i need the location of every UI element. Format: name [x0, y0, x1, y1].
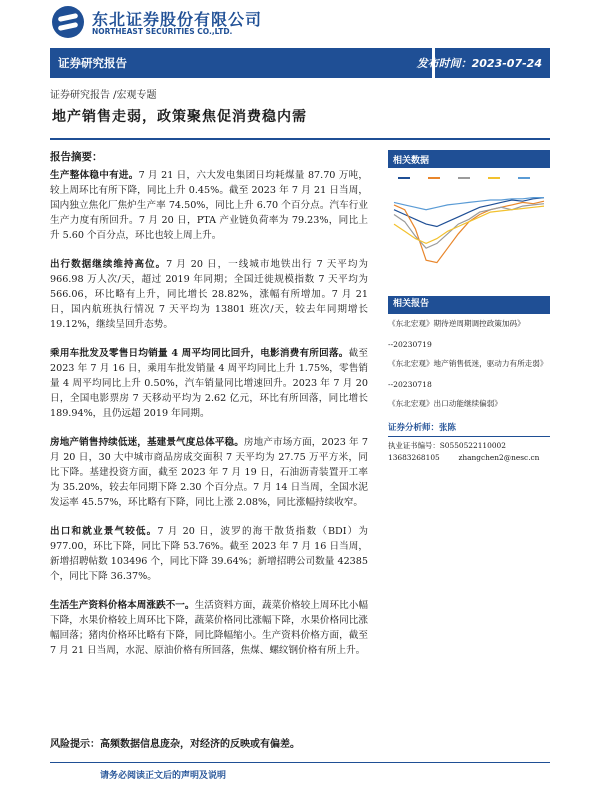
report-item[interactable]: 《东北宏观》地产销售低迷，驱动力有所走弱》: [388, 359, 548, 368]
summary-paragraph: [50, 257, 368, 332]
series-line: [394, 198, 544, 210]
summary-section: [50, 150, 368, 672]
analyst-license: 执业证书编号：S0550522110002: [388, 441, 506, 450]
summary-paragraph: [50, 524, 368, 584]
paragraph-text: 生活资料方面，蔬菜价格较上周环比小幅下降，水果价格较上周环比下降，蔬菜价格同比涨幅下降，水果价格同比涨幅回落；猪肉价格环比略有下降，同比降幅缩小。生产资料价格方面，截至 7 月 21 日当周，水泥、原油价格有所回落，焦煤、螺纹钢价格有所上升。: [50, 600, 369, 656]
chart-svg: [388, 170, 550, 282]
paragraph-text: 7 月 21 日，六大发电集团日均耗煤量 87.70 万吨，较上周环比有所下降，同比上升 0.45%。截至 2023 年 7 月 21 日当周，国内独立焦化厂焦炉生产率 74.50%，同比上升 6.70 个百分点。汽车行业生产力度有所回升。7 月 20 日，PTA 产业链负荷率为 79.23%，同比上升 5.60 个百分点，环比也较上周上升。: [50, 170, 368, 241]
page-title: 地产销售走弱，政策聚焦促消费稳内需: [52, 109, 307, 125]
analyst-phone: 13683268105: [388, 453, 440, 462]
summary-heading: 报告摘要：: [50, 151, 103, 163]
analyst-contact: [388, 452, 550, 464]
related-data-heading: 相关数据: [388, 150, 550, 168]
report-item[interactable]: 《东北宏观》期待逆周期调控政策加码》: [388, 319, 525, 328]
risk-note: 风险提示：高频数据信息庞杂，对经济的反映或有偏差。: [50, 739, 300, 750]
series-line: [394, 201, 544, 262]
summary-paragraph: [50, 435, 368, 510]
summary-paragraph: [50, 598, 368, 658]
company-logo: [52, 6, 282, 40]
footer-disclaimer: 请务必阅读正文后的声明及说明: [100, 771, 227, 781]
analyst-info: [388, 422, 550, 464]
paragraph-text: 截至 2023 年 7 月 16 日，乘用车批发销量 4 周平均同比上升 1.75%，零售销量 4 周平均同比上升 0.50%，汽车销量同比增速回升。2023 年 7 月 20 日，全国电影票房 7 天移动平均为 2.62 亿元，环比有所回落，同比增长 189.94%，且仍远超 2019 年同期。: [50, 348, 369, 419]
analyst-name: 证券分析师：张陈: [388, 422, 550, 437]
paragraph-text: 7 月 20 日，波罗的海干散货指数（BDI）为 977.00，环比下降，同比下降 53.76%。截至 2023 年 7 月 16 日当周，新增招聘帖数 103496 个，同比下降 39.64%；新增招聘公司数量 42385 个，同比下降 36.37%。: [50, 526, 368, 582]
related-data-chart: [388, 170, 550, 282]
analyst-email[interactable]: zhangchen2@nesc.cn: [458, 453, 540, 462]
title-divider: [50, 138, 550, 140]
header-banner: [50, 48, 550, 78]
summary-paragraph: [50, 168, 368, 243]
paragraph-text: 房地产市场方面，2023 年 7 月 20 日，30 大中城市商品房成交面积 7 天平均为 27.75 万平方米，同比下降。基建投资方面，截至 2023 年 7 月 19 日，石油沥青装置开工率为 35.20%，较去年同期下降 2.30 个百分点。7 月 14 日当周，全国水泥发运率 45.57%，环比略有下降，同比上涨 2.08%，同比涨幅持续收窄。: [50, 437, 369, 508]
related-reports-heading: 相关报告: [388, 296, 550, 314]
paragraph-lead: 乘用车批发及零售日均销量 4 周平均同比回升，电影消费有所回落。: [50, 348, 349, 359]
report-date: --20230719: [388, 340, 432, 349]
paragraph-lead: 生活生产资料价格本周涨跌不一。: [50, 600, 195, 611]
report-type: 证券研究报告: [58, 56, 127, 70]
paragraph-lead: 出行数据继续维持高位。: [50, 259, 167, 270]
series-line: [394, 204, 544, 249]
report-date: --20230718: [388, 380, 432, 389]
paragraph-text: 7 月 20 日，一线城市地铁出行 7 天平均为 966.98 万人次/天，超过 2019 年同期；全国迁徙规模指数 7 天平均为 566.06，环比略有上升，同比增长 28.82%，涨幅有所增加。7 月 21 日，国内航班执行情况 7 天平均为 13801 班次/天，较去年同期增长 19.12%，继续呈回升态势。: [50, 259, 368, 330]
company-name-en: NORTHEAST SECURITIES CO.,LTD.: [92, 27, 233, 36]
publish-time: 发布时间：2023-07-24: [416, 57, 542, 70]
paragraph-lead: 房地产销售持续低迷，基建景气度总体平稳。: [50, 437, 244, 448]
company-name-cn: 东北证券股份有限公司: [92, 10, 263, 29]
breadcrumb: 证券研究报告 /宏观专题: [50, 90, 157, 101]
paragraph-lead: 生产整体稳中有进。: [50, 170, 139, 181]
summary-paragraph: [50, 346, 368, 421]
sidebar: [388, 150, 550, 409]
related-reports: [388, 296, 550, 409]
paragraph-lead: 出口和就业景气较低。: [50, 526, 158, 537]
report-item[interactable]: 《东北宏观》出口动能继续偏弱》: [388, 399, 502, 408]
logo-mark-icon: [52, 6, 84, 38]
footer-divider: [50, 762, 550, 763]
